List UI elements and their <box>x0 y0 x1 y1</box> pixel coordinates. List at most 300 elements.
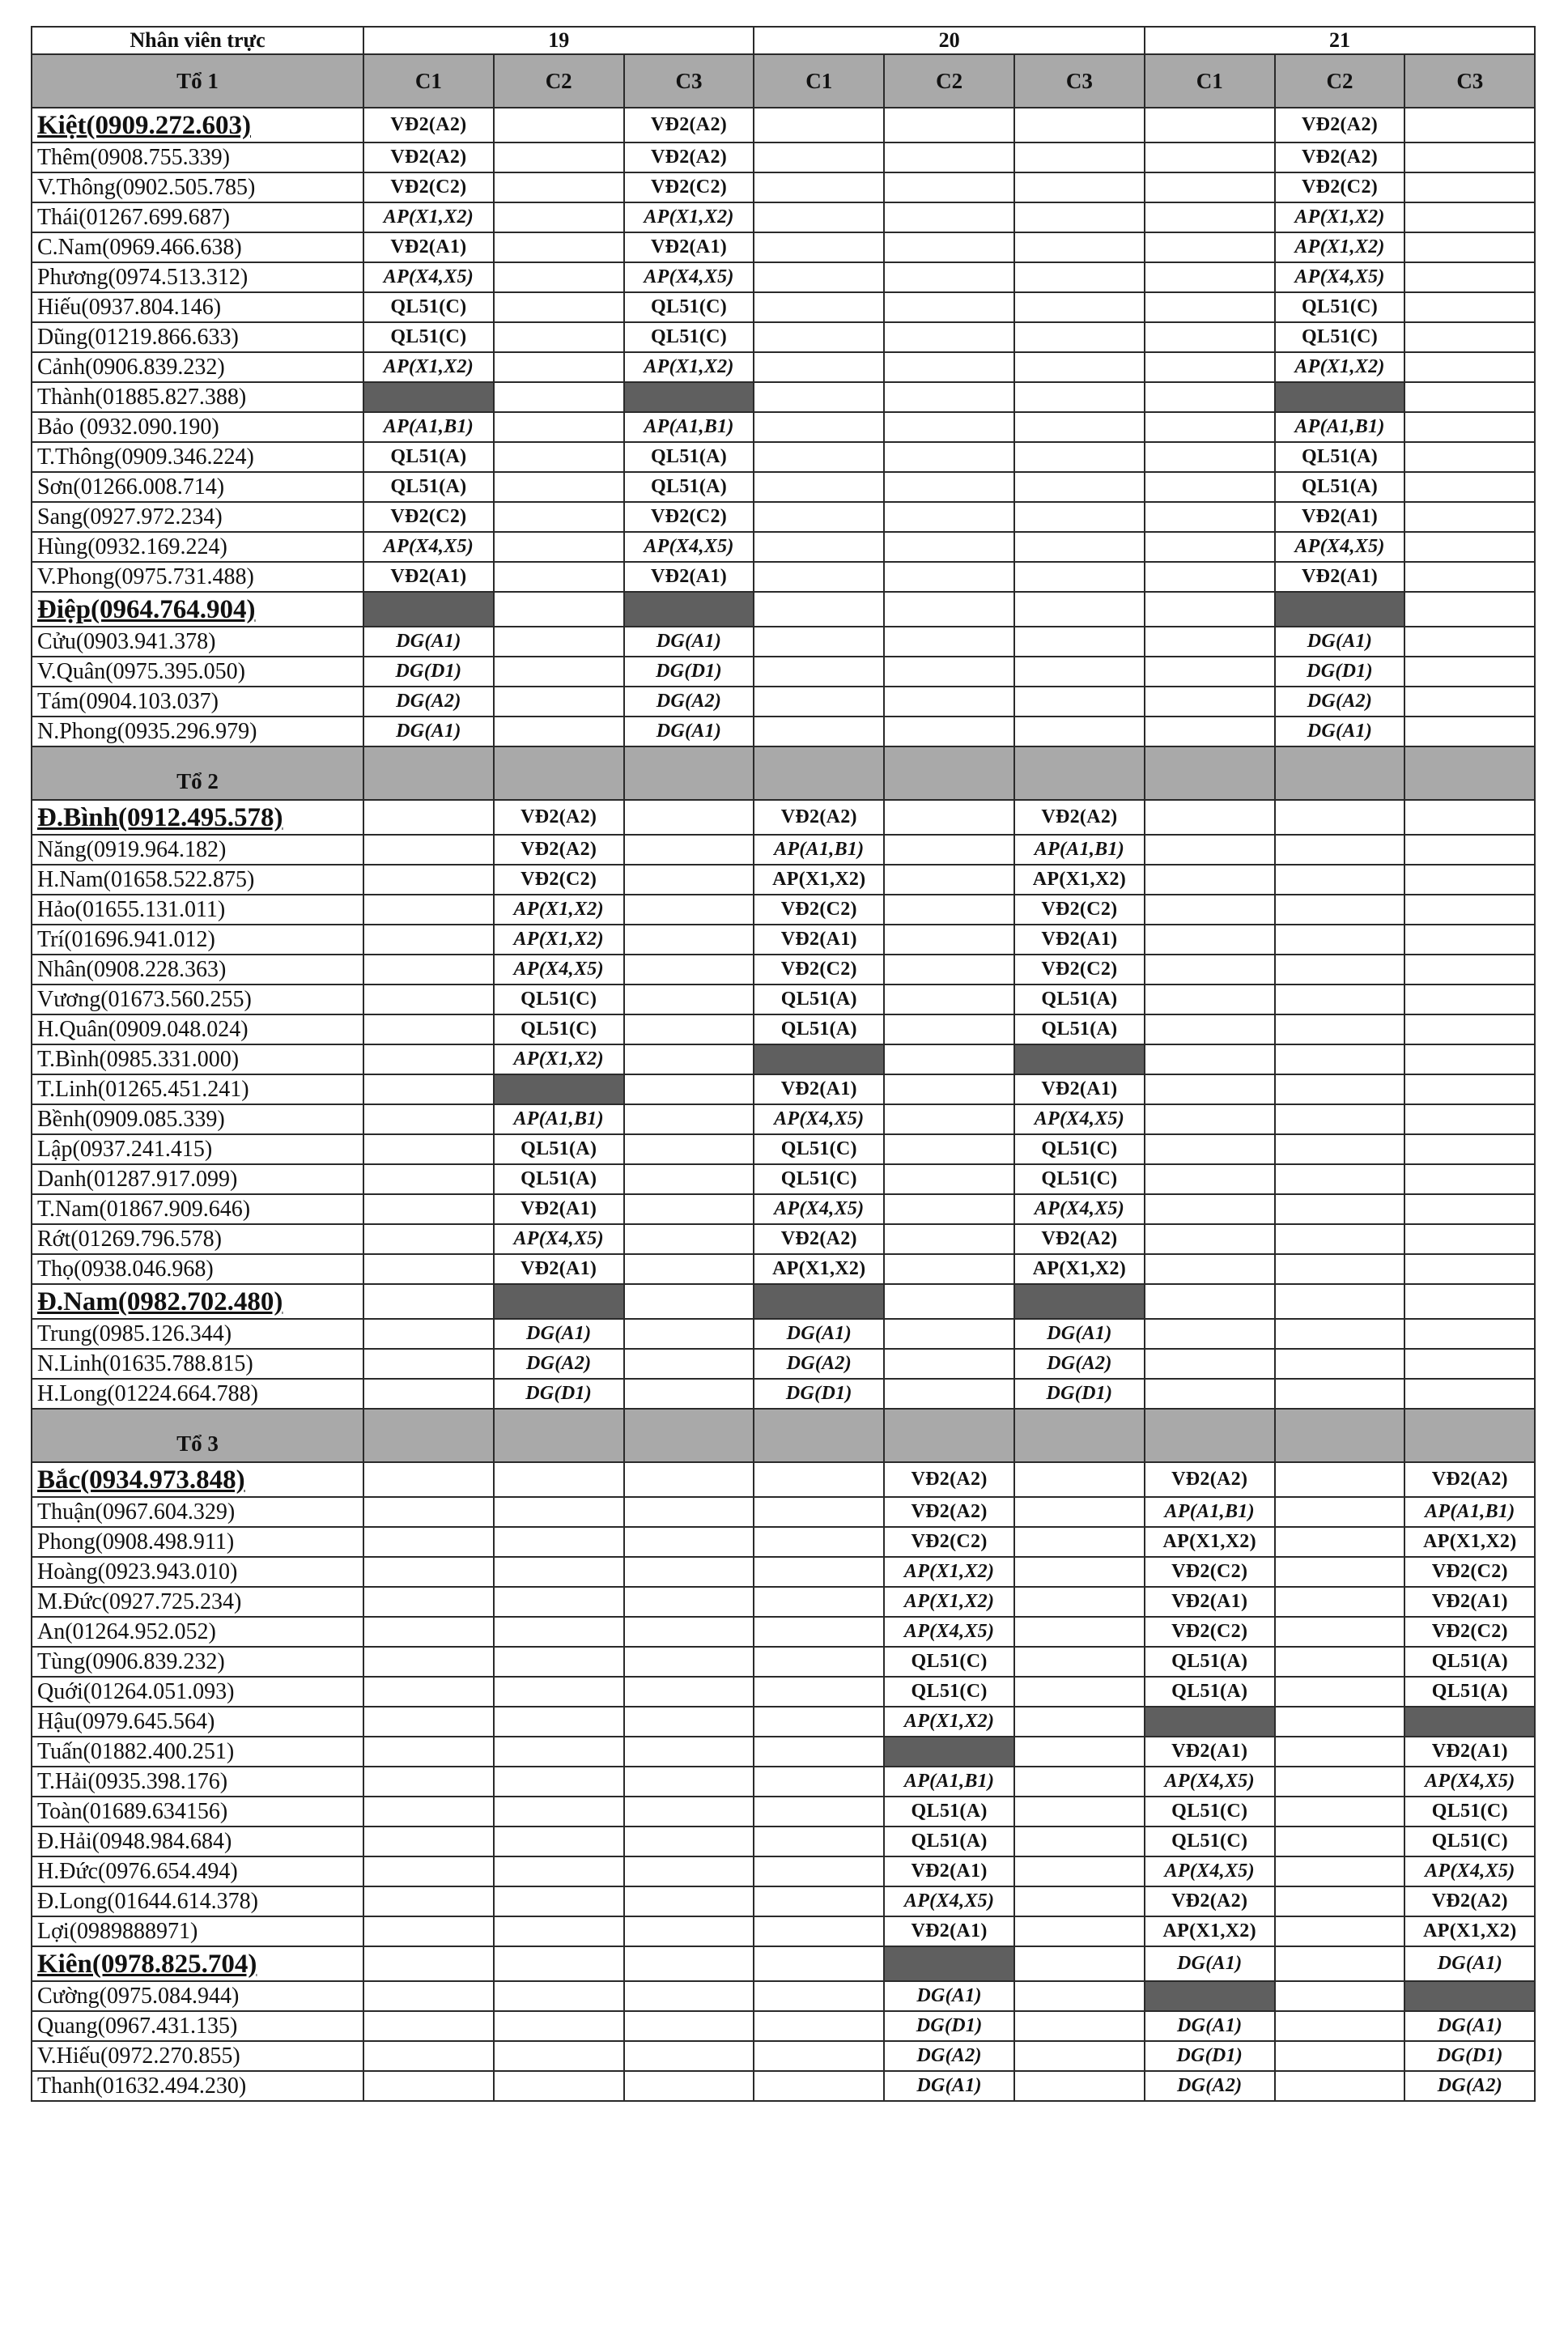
assignment-cell: VĐ2(A1) <box>1014 1074 1145 1104</box>
empty-shift-cell <box>624 1797 754 1827</box>
empty-shift-cell <box>884 592 1014 627</box>
empty-shift-cell <box>1404 657 1535 687</box>
staff-row <box>32 1557 1535 1587</box>
empty-shift-cell <box>1145 1044 1275 1074</box>
staff-name: Trung(0985.126.344) <box>32 1319 363 1349</box>
empty-shift-cell <box>754 1527 884 1557</box>
assignment-cell: VĐ2(A1) <box>363 232 494 262</box>
empty-shift-cell <box>624 1044 754 1074</box>
empty-shift-cell <box>1145 1319 1275 1349</box>
empty-shift-cell <box>494 2071 624 2101</box>
empty-shift-cell <box>624 955 754 985</box>
assignment-cell: VĐ2(A1) <box>624 232 754 262</box>
empty-shift-cell <box>1145 1104 1275 1134</box>
empty-shift-cell <box>1275 1014 1405 1044</box>
staff-row <box>32 172 1535 202</box>
staff-row <box>32 442 1535 472</box>
staff-name: Đ.Hải(0948.984.684) <box>32 1827 363 1856</box>
empty-shift-cell <box>884 142 1014 172</box>
empty-shift-cell <box>884 1379 1014 1409</box>
assignment-cell: VĐ2(A2) <box>624 142 754 172</box>
empty-shift-cell <box>1014 232 1145 262</box>
shift-header: C3 <box>624 54 754 108</box>
staff-name: Sơn(01266.008.714) <box>32 472 363 502</box>
staff-name: M.Đức(0927.725.234) <box>32 1587 363 1617</box>
off-duty-cell <box>884 1737 1014 1767</box>
assignment-cell: VĐ2(A1) <box>754 1074 884 1104</box>
empty-shift-cell <box>494 1886 624 1916</box>
staff-name: Quới(01264.051.093) <box>32 1677 363 1707</box>
staff-name: H.Nam(01658.522.875) <box>32 865 363 895</box>
staff-row <box>32 1104 1535 1134</box>
group-band-cell <box>754 1409 884 1462</box>
off-duty-cell <box>363 382 494 412</box>
staff-name: Hùng(0932.169.224) <box>32 532 363 562</box>
empty-shift-cell <box>1014 1797 1145 1827</box>
assignment-cell: QL51(C) <box>1014 1134 1145 1164</box>
assignment-cell: QL51(C) <box>1404 1797 1535 1827</box>
assignment-cell: AP(X4,X5) <box>754 1194 884 1224</box>
empty-shift-cell <box>1275 1104 1405 1134</box>
shift-header: C1 <box>754 54 884 108</box>
empty-shift-cell <box>1145 292 1275 322</box>
empty-shift-cell <box>754 262 884 292</box>
staff-row <box>32 1827 1535 1856</box>
empty-shift-cell <box>754 1827 884 1856</box>
empty-shift-cell <box>1404 955 1535 985</box>
assignment-cell: QL51(A) <box>363 442 494 472</box>
team-leader-name: Điệp(0964.764.904) <box>32 592 363 627</box>
staff-row <box>32 292 1535 322</box>
staff-row <box>32 1379 1535 1409</box>
empty-shift-cell <box>363 1224 494 1254</box>
assignment-cell: DG(A1) <box>1404 2011 1535 2041</box>
empty-shift-cell <box>884 412 1014 442</box>
empty-shift-cell <box>624 1224 754 1254</box>
empty-shift-cell <box>363 1044 494 1074</box>
assignment-cell: DG(A2) <box>754 1349 884 1379</box>
empty-shift-cell <box>884 1194 1014 1224</box>
assignment-cell: AP(X4,X5) <box>1275 532 1405 562</box>
assignment-cell: VĐ2(C2) <box>1145 1557 1275 1587</box>
empty-shift-cell <box>754 1617 884 1647</box>
staff-row <box>32 1981 1535 2011</box>
staff-name: H.Quân(0909.048.024) <box>32 1014 363 1044</box>
assignment-cell: VĐ2(A1) <box>884 1916 1014 1946</box>
assignment-cell: DG(D1) <box>1404 2041 1535 2071</box>
empty-shift-cell <box>1014 1617 1145 1647</box>
staff-row <box>32 1527 1535 1557</box>
empty-shift-cell <box>494 1827 624 1856</box>
empty-shift-cell <box>1275 800 1405 835</box>
assignment-cell: VĐ2(A1) <box>1404 1587 1535 1617</box>
staff-name: Phong(0908.498.911) <box>32 1527 363 1557</box>
assignment-cell: VĐ2(A1) <box>754 925 884 955</box>
empty-shift-cell <box>1145 532 1275 562</box>
assignment-cell: QL51(C) <box>884 1677 1014 1707</box>
assignment-cell: AP(X1,X2) <box>363 352 494 382</box>
empty-shift-cell <box>884 800 1014 835</box>
empty-shift-cell <box>363 1767 494 1797</box>
staff-row <box>32 925 1535 955</box>
empty-shift-cell <box>754 1946 884 1981</box>
empty-shift-cell <box>624 1886 754 1916</box>
staff-row <box>32 895 1535 925</box>
day-20-header: 20 <box>754 27 1144 54</box>
empty-shift-cell <box>1014 1827 1145 1856</box>
assignment-cell: VĐ2(A2) <box>1014 1224 1145 1254</box>
group-band-cell <box>1014 1409 1145 1462</box>
empty-shift-cell <box>363 1104 494 1134</box>
empty-shift-cell <box>884 232 1014 262</box>
assignment-cell: QL51(A) <box>1404 1677 1535 1707</box>
assignment-cell: VĐ2(A2) <box>494 835 624 865</box>
empty-shift-cell <box>1404 232 1535 262</box>
empty-shift-cell <box>1404 532 1535 562</box>
shift-header: C3 <box>1404 54 1535 108</box>
empty-shift-cell <box>1014 202 1145 232</box>
empty-shift-cell <box>1145 717 1275 746</box>
empty-shift-cell <box>754 1767 884 1797</box>
empty-shift-cell <box>884 172 1014 202</box>
team-leader-row <box>32 1462 1535 1497</box>
empty-shift-cell <box>1275 1677 1405 1707</box>
staff-name: Cảnh(0906.839.232) <box>32 352 363 382</box>
empty-shift-cell <box>363 865 494 895</box>
staff-row <box>32 502 1535 532</box>
empty-shift-cell <box>1404 412 1535 442</box>
assignment-cell: AP(X1,X2) <box>754 1254 884 1284</box>
group-band-cell <box>624 1409 754 1462</box>
off-duty-cell <box>1145 1707 1275 1737</box>
empty-shift-cell <box>494 1737 624 1767</box>
empty-shift-cell <box>624 1254 754 1284</box>
empty-shift-cell <box>624 2011 754 2041</box>
empty-shift-cell <box>1275 1134 1405 1164</box>
empty-shift-cell <box>754 1737 884 1767</box>
assignment-cell: QL51(C) <box>754 1134 884 1164</box>
empty-shift-cell <box>754 657 884 687</box>
empty-shift-cell <box>1145 1349 1275 1379</box>
empty-shift-cell <box>624 1856 754 1886</box>
assignment-cell: VĐ2(A2) <box>884 1462 1014 1497</box>
empty-shift-cell <box>754 2071 884 2101</box>
assignment-cell: VĐ2(A1) <box>884 1856 1014 1886</box>
empty-shift-cell <box>1145 955 1275 985</box>
assignment-cell: DG(A1) <box>754 1319 884 1349</box>
empty-shift-cell <box>1014 1647 1145 1677</box>
empty-shift-cell <box>884 1254 1014 1284</box>
day-19-header: 19 <box>363 27 754 54</box>
empty-shift-cell <box>363 1527 494 1557</box>
empty-shift-cell <box>624 2041 754 2071</box>
assignment-cell: VĐ2(A1) <box>1275 562 1405 592</box>
off-duty-cell <box>624 592 754 627</box>
off-duty-cell <box>1014 1044 1145 1074</box>
empty-shift-cell <box>754 382 884 412</box>
empty-shift-cell <box>754 1981 884 2011</box>
staff-name: V.Quân(0975.395.050) <box>32 657 363 687</box>
assignment-cell: AP(X4,X5) <box>624 262 754 292</box>
empty-shift-cell <box>1275 835 1405 865</box>
staff-name: Bảo (0932.090.190) <box>32 412 363 442</box>
empty-shift-cell <box>1275 925 1405 955</box>
empty-shift-cell <box>494 322 624 352</box>
empty-shift-cell <box>1014 532 1145 562</box>
team-leader-row <box>32 800 1535 835</box>
assignment-cell: VĐ2(A1) <box>363 562 494 592</box>
empty-shift-cell <box>363 1737 494 1767</box>
empty-shift-cell <box>1014 2041 1145 2071</box>
shift-header: C3 <box>1014 54 1145 108</box>
assignment-cell: AP(X1,X2) <box>1275 352 1405 382</box>
empty-shift-cell <box>363 2041 494 2071</box>
empty-shift-cell <box>884 1134 1014 1164</box>
empty-shift-cell <box>1404 1014 1535 1044</box>
staff-row <box>32 1044 1535 1074</box>
staff-name: Bềnh(0909.085.339) <box>32 1104 363 1134</box>
empty-shift-cell <box>363 1557 494 1587</box>
empty-shift-cell <box>1014 657 1145 687</box>
assignment-cell: VĐ2(C2) <box>1404 1617 1535 1647</box>
assignment-cell: AP(A1,B1) <box>1145 1497 1275 1527</box>
empty-shift-cell <box>1404 1284 1535 1319</box>
empty-shift-cell <box>624 1916 754 1946</box>
assignment-cell: DG(A1) <box>884 2071 1014 2101</box>
empty-shift-cell <box>494 1916 624 1946</box>
empty-shift-cell <box>624 1587 754 1617</box>
team-leader-row <box>32 592 1535 627</box>
assignment-cell: QL51(A) <box>1275 472 1405 502</box>
staff-name: V.Hiếu(0972.270.855) <box>32 2041 363 2071</box>
assignment-cell: DG(A1) <box>1145 2011 1275 2041</box>
assignment-cell: AP(X4,X5) <box>494 1224 624 1254</box>
empty-shift-cell <box>1145 442 1275 472</box>
empty-shift-cell <box>1145 412 1275 442</box>
empty-shift-cell <box>624 1617 754 1647</box>
assignment-cell: AP(X1,X2) <box>1275 232 1405 262</box>
empty-shift-cell <box>1275 1497 1405 1527</box>
empty-shift-cell <box>1404 895 1535 925</box>
staff-name: Tuấn(01882.400.251) <box>32 1737 363 1767</box>
staff-name: H.Đức(0976.654.494) <box>32 1856 363 1886</box>
empty-shift-cell <box>1404 1194 1535 1224</box>
empty-shift-cell <box>884 502 1014 532</box>
empty-shift-cell <box>754 352 884 382</box>
group-band-cell <box>363 746 494 800</box>
assignment-cell: VĐ2(A2) <box>1014 800 1145 835</box>
empty-shift-cell <box>754 1647 884 1677</box>
empty-shift-cell <box>1145 627 1275 657</box>
empty-shift-cell <box>884 627 1014 657</box>
staff-row <box>32 1767 1535 1797</box>
staff-name: Thanh(01632.494.230) <box>32 2071 363 2101</box>
empty-shift-cell <box>1275 1379 1405 1409</box>
empty-shift-cell <box>1145 232 1275 262</box>
staff-row <box>32 1349 1535 1379</box>
staff-row <box>32 717 1535 746</box>
empty-shift-cell <box>494 1587 624 1617</box>
empty-shift-cell <box>363 1647 494 1677</box>
team-leader-name: Đ.Bình(0912.495.578) <box>32 800 363 835</box>
empty-shift-cell <box>494 142 624 172</box>
assignment-cell: VĐ2(C2) <box>624 502 754 532</box>
assignment-cell: QL51(C) <box>1404 1827 1535 1856</box>
empty-shift-cell <box>1014 352 1145 382</box>
empty-shift-cell <box>1404 1074 1535 1104</box>
empty-shift-cell <box>624 1074 754 1104</box>
empty-shift-cell <box>1145 352 1275 382</box>
empty-shift-cell <box>1275 1981 1405 2011</box>
assignment-cell: VĐ2(A2) <box>624 108 754 142</box>
empty-shift-cell <box>884 442 1014 472</box>
empty-shift-cell <box>1014 1557 1145 1587</box>
staff-row <box>32 687 1535 717</box>
assignment-cell: VĐ2(A2) <box>754 1224 884 1254</box>
off-duty-cell <box>1275 592 1405 627</box>
staff-row <box>32 865 1535 895</box>
staff-name: Năng(0919.964.182) <box>32 835 363 865</box>
assignment-cell: VĐ2(A1) <box>1145 1737 1275 1767</box>
assignment-cell: AP(X4,X5) <box>494 955 624 985</box>
empty-shift-cell <box>1275 1886 1405 1916</box>
empty-shift-cell <box>1014 472 1145 502</box>
empty-shift-cell <box>1014 412 1145 442</box>
empty-shift-cell <box>884 955 1014 985</box>
day-header-row <box>32 27 1535 54</box>
empty-shift-cell <box>494 108 624 142</box>
empty-shift-cell <box>1275 1284 1405 1319</box>
staff-name: Thêm(0908.755.339) <box>32 142 363 172</box>
off-duty-cell <box>624 382 754 412</box>
assignment-cell: AP(X4,X5) <box>624 532 754 562</box>
staff-name: T.Hải(0935.398.176) <box>32 1767 363 1797</box>
empty-shift-cell <box>1014 1886 1145 1916</box>
empty-shift-cell <box>884 1224 1014 1254</box>
empty-shift-cell <box>494 2041 624 2071</box>
assignment-cell: DG(A2) <box>1014 1349 1145 1379</box>
empty-shift-cell <box>1145 1014 1275 1044</box>
staff-row <box>32 627 1535 657</box>
assignment-cell: DG(A1) <box>494 1319 624 1349</box>
empty-shift-cell <box>624 985 754 1014</box>
assignment-cell: QL51(C) <box>754 1164 884 1194</box>
group-band-cell <box>1404 746 1535 800</box>
off-duty-cell <box>1145 1981 1275 2011</box>
empty-shift-cell <box>1014 1767 1145 1797</box>
group-band-cell <box>884 746 1014 800</box>
empty-shift-cell <box>363 1349 494 1379</box>
empty-shift-cell <box>363 835 494 865</box>
staff-name: An(01264.952.052) <box>32 1617 363 1647</box>
assignment-cell: QL51(A) <box>754 985 884 1014</box>
empty-shift-cell <box>884 1349 1014 1379</box>
group-header-row <box>32 746 1535 800</box>
empty-shift-cell <box>1014 2071 1145 2101</box>
empty-shift-cell <box>624 1319 754 1349</box>
empty-shift-cell <box>494 382 624 412</box>
empty-shift-cell <box>754 2041 884 2071</box>
empty-shift-cell <box>754 142 884 172</box>
team-leader-name: Kiệt(0909.272.603) <box>32 108 363 142</box>
empty-shift-cell <box>1404 1164 1535 1194</box>
empty-shift-cell <box>624 1134 754 1164</box>
assignment-cell: AP(X1,X2) <box>1145 1527 1275 1557</box>
empty-shift-cell <box>363 925 494 955</box>
empty-shift-cell <box>363 1707 494 1737</box>
group-header-row <box>32 54 1535 108</box>
empty-shift-cell <box>1145 108 1275 142</box>
staff-row <box>32 142 1535 172</box>
empty-shift-cell <box>1014 292 1145 322</box>
assignment-cell: QL51(A) <box>1014 1014 1145 1044</box>
assignment-cell: AP(X4,X5) <box>1014 1104 1145 1134</box>
assignment-cell: QL51(C) <box>363 322 494 352</box>
staff-row <box>32 1617 1535 1647</box>
assignment-cell: VĐ2(A2) <box>1145 1462 1275 1497</box>
staff-name: C.Nam(0969.466.638) <box>32 232 363 262</box>
empty-shift-cell <box>363 1134 494 1164</box>
empty-shift-cell <box>1404 292 1535 322</box>
off-duty-cell <box>494 1074 624 1104</box>
empty-shift-cell <box>884 1164 1014 1194</box>
team-leader-row <box>32 1284 1535 1319</box>
empty-shift-cell <box>1404 262 1535 292</box>
staff-row <box>32 562 1535 592</box>
empty-shift-cell <box>1275 2011 1405 2041</box>
staff-row <box>32 1856 1535 1886</box>
assignment-cell: AP(X4,X5) <box>1145 1856 1275 1886</box>
empty-shift-cell <box>754 717 884 746</box>
empty-shift-cell <box>1145 865 1275 895</box>
assignment-cell: QL51(C) <box>1014 1164 1145 1194</box>
staff-name: Phương(0974.513.312) <box>32 262 363 292</box>
empty-shift-cell <box>624 1677 754 1707</box>
empty-shift-cell <box>1275 1797 1405 1827</box>
empty-shift-cell <box>494 1677 624 1707</box>
staff-name: Thái(01267.699.687) <box>32 202 363 232</box>
empty-shift-cell <box>1404 865 1535 895</box>
staff-row <box>32 985 1535 1014</box>
empty-shift-cell <box>754 412 884 442</box>
empty-shift-cell <box>1404 1379 1535 1409</box>
empty-shift-cell <box>624 1647 754 1677</box>
assignment-cell: DG(A1) <box>1275 717 1405 746</box>
empty-shift-cell <box>363 1254 494 1284</box>
empty-shift-cell <box>884 925 1014 955</box>
empty-shift-cell <box>624 1827 754 1856</box>
empty-shift-cell <box>494 202 624 232</box>
empty-shift-cell <box>363 1074 494 1104</box>
staff-row <box>32 657 1535 687</box>
off-duty-cell <box>1275 382 1405 412</box>
staff-name: Trí(01696.941.012) <box>32 925 363 955</box>
off-duty-cell <box>754 1284 884 1319</box>
empty-shift-cell <box>494 592 624 627</box>
empty-shift-cell <box>1275 1224 1405 1254</box>
empty-shift-cell <box>494 1462 624 1497</box>
empty-shift-cell <box>494 472 624 502</box>
empty-shift-cell <box>1145 1254 1275 1284</box>
staff-name: Toàn(01689.634156) <box>32 1797 363 1827</box>
assignment-cell: AP(X4,X5) <box>363 532 494 562</box>
empty-shift-cell <box>1145 142 1275 172</box>
assignment-cell: DG(A1) <box>1014 1319 1145 1349</box>
staff-name: N.Linh(01635.788.815) <box>32 1349 363 1379</box>
shift-header: C1 <box>363 54 494 108</box>
empty-shift-cell <box>363 1856 494 1886</box>
empty-shift-cell <box>1145 925 1275 955</box>
